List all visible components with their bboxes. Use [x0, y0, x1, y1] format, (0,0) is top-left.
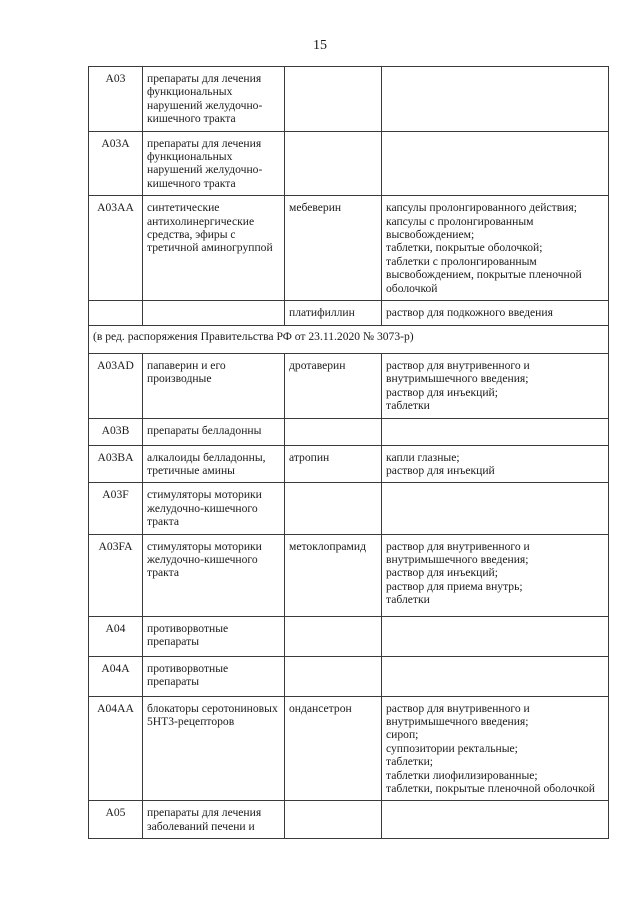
dosage-form: раствор для внутривенного и внутримышечного введения;: [386, 358, 530, 386]
atc-code-cell: A03A: [89, 131, 143, 196]
group-name-cell: препараты белладонны: [143, 418, 285, 445]
drug-name-cell: [285, 616, 382, 656]
table-row: [89, 483, 609, 534]
table-row: [89, 67, 609, 132]
dosage-form: капли глазные;: [386, 450, 460, 464]
dosage-form: суппозитории ректальные;: [386, 741, 518, 755]
drug-name-cell: платифиллин: [285, 301, 382, 325]
dosage-form: сироп;: [386, 728, 419, 742]
dosage-form: раствор для инъекций;: [386, 385, 498, 399]
dosage-form: таблетки: [386, 399, 430, 413]
drug-name-cell: дротаверин: [285, 353, 382, 418]
dosage-form: таблетки с пролонгированным высвобождением, покрытые пленочной оболочкой: [386, 254, 582, 295]
table-row: [89, 616, 609, 656]
atc-code-cell: A03B: [89, 418, 143, 445]
dosage-form: таблетки, покрытые пленочной оболочкой: [386, 782, 595, 795]
atc-code-cell: A05: [89, 801, 143, 839]
dosage-form: таблетки;: [386, 755, 434, 769]
group-name-cell: препараты для лечения функциональных нарушений желудочно-кишечного тракта: [143, 131, 285, 196]
dosage-form: таблетки, покрытые оболочкой;: [386, 241, 543, 255]
atc-code-cell: A04A: [89, 656, 143, 696]
table-row: [89, 418, 609, 445]
dosage-forms-cell: [382, 616, 609, 656]
table-row: [89, 445, 609, 483]
group-name-cell: стимуляторы моторики желудочно-кишечного тракта: [143, 534, 285, 616]
dosage-forms-cell: [382, 534, 609, 616]
drug-table: [88, 66, 609, 839]
dosage-forms-cell: [382, 483, 609, 534]
dosage-forms-cell: [382, 418, 609, 445]
table-row: [89, 353, 609, 418]
table-row: [89, 301, 609, 325]
atc-code-cell: A03BA: [89, 445, 143, 483]
dosage-forms-cell: [382, 131, 609, 196]
group-name-cell: противорвотные препараты: [143, 656, 285, 696]
dosage-forms-cell: [382, 445, 609, 483]
atc-code-cell: A03AD: [89, 353, 143, 418]
dosage-forms-cell: [382, 353, 609, 418]
dosage-form: раствор для внутривенного и внутримышечного введения;: [386, 539, 530, 566]
dosage-form: раствор для внутривенного и внутримышечного введения;: [386, 701, 530, 728]
dosage-forms-cell: [382, 696, 609, 801]
drug-name-cell: [285, 656, 382, 696]
atc-code-cell: A03FA: [89, 534, 143, 616]
atc-code-cell: [89, 301, 143, 325]
group-name-cell: папаверин и его производные: [143, 353, 285, 418]
atc-code-cell: A04AA: [89, 696, 143, 801]
dosage-forms-cell: [382, 301, 609, 325]
dosage-form: раствор для инъекций: [386, 463, 495, 477]
dosage-form: раствор для подкожного введения: [386, 306, 553, 320]
atc-code-cell: A03: [89, 67, 143, 132]
atc-code-cell: A03AA: [89, 196, 143, 301]
dosage-form: таблетки лиофилизированные;: [386, 768, 538, 782]
drug-name-cell: метоклопрамид: [285, 534, 382, 616]
dosage-form: таблетки: [386, 593, 430, 607]
drug-name-cell: [285, 418, 382, 445]
dosage-form: раствор для приема внутрь;: [386, 579, 523, 593]
group-name-cell: блокаторы серотониновых 5HT3-рецепторов: [143, 696, 285, 801]
table-row: [89, 196, 609, 301]
note-row: [89, 325, 609, 353]
dosage-forms-cell: [382, 656, 609, 696]
page-number: 15: [313, 38, 327, 53]
drug-name-cell: [285, 483, 382, 534]
group-name-cell: алкалоиды белладонны, третичные амины: [143, 445, 285, 483]
drug-name-cell: ондансетрон: [285, 696, 382, 801]
dosage-forms-cell: [382, 801, 609, 839]
drug-name-cell: [285, 801, 382, 839]
dosage-form: капсулы пролонгированного действия;: [386, 201, 577, 215]
group-name-cell: препараты для лечения функциональных нарушений желудочно-кишечного тракта: [143, 67, 285, 132]
group-name-cell: синтетические антихолинергические средства, эфиры с третичной аминогруппой: [143, 196, 285, 301]
table-body: [89, 67, 609, 839]
drug-name-cell: мебеверин: [285, 196, 382, 301]
table-row: [89, 534, 609, 616]
table-row: [89, 801, 609, 839]
drug-name-cell: атропин: [285, 445, 382, 483]
drug-name-cell: [285, 67, 382, 132]
group-name-cell: стимуляторы моторики желудочно-кишечного тракта: [143, 483, 285, 534]
amendment-note: (в ред. распоряжения Правительства РФ от 23.11.2020 № 3073-р): [89, 325, 609, 353]
table-row: [89, 656, 609, 696]
table-row: [89, 131, 609, 196]
dosage-forms-cell: [382, 67, 609, 132]
group-name-cell: противорвотные препараты: [143, 616, 285, 656]
atc-code-cell: A04: [89, 616, 143, 656]
dosage-form: раствор для инъекций;: [386, 566, 498, 580]
atc-code-cell: A03F: [89, 483, 143, 534]
dosage-form: капсулы с пролонгированным высвобождением;: [386, 214, 534, 242]
dosage-forms-cell: [382, 196, 609, 301]
drug-name-cell: [285, 131, 382, 196]
group-name-cell: препараты для лечения заболеваний печени и: [143, 801, 285, 839]
group-name-cell: [143, 301, 285, 325]
table-row: [89, 696, 609, 801]
